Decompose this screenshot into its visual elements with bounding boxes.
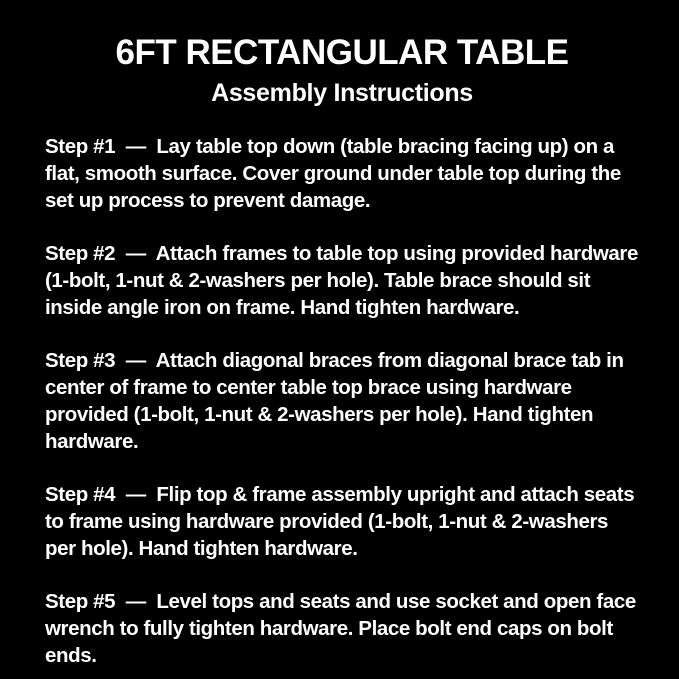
step-3-text: Attach diagonal braces from diagonal brace tab in center of frame to center table top brace using hardware provided (1-bolt, 1-nut & 2-washers per hole). Hand tighten hardware.	[45, 349, 629, 454]
page-subtitle: Assembly Instructions	[211, 78, 473, 107]
step-5-paragraph	[45, 588, 642, 669]
step-1-dash: —	[115, 135, 157, 159]
step-1-paragraph	[45, 133, 639, 214]
step-3-dash: —	[115, 349, 156, 373]
step-2-text: Attach frames to table top using provided hardware (1-bolt, 1-nut & 2-washers per hole). Table brace should sit inside angle iron on frame. Hand tighten hardware.	[45, 242, 644, 320]
step-4-label: Step #4	[45, 483, 116, 507]
step-1-label: Step #1	[45, 135, 116, 159]
step-3-paragraph	[45, 347, 639, 455]
step-4-text: Flip top & frame assembly upright and attach seats to frame using hardware provided (1-bolt, 1-nut & 2-washers per hole). Hand tighten hardware.	[45, 483, 640, 561]
step-2-label: Step #2	[45, 242, 116, 266]
step-5-text: Level tops and seats and use socket and open face wrench to fully tighten hardware. Place bolt end caps on bolt ends.	[45, 590, 642, 668]
page-title: 6FT RECTANGULAR TABLE	[115, 33, 569, 72]
step-4-paragraph	[45, 481, 639, 562]
step-3-label: Step #3	[45, 349, 116, 373]
step-4-dash: —	[115, 483, 157, 507]
step-2-dash: —	[115, 242, 156, 266]
step-2-paragraph	[45, 240, 644, 321]
step-5-label: Step #5	[45, 590, 116, 614]
step-1-text: Lay table top down (table bracing facing up) on a flat, smooth surface. Cover ground under table top during the set up process to prevent damage.	[45, 135, 627, 213]
step-5-dash: —	[115, 590, 157, 614]
steps-list	[45, 133, 644, 669]
